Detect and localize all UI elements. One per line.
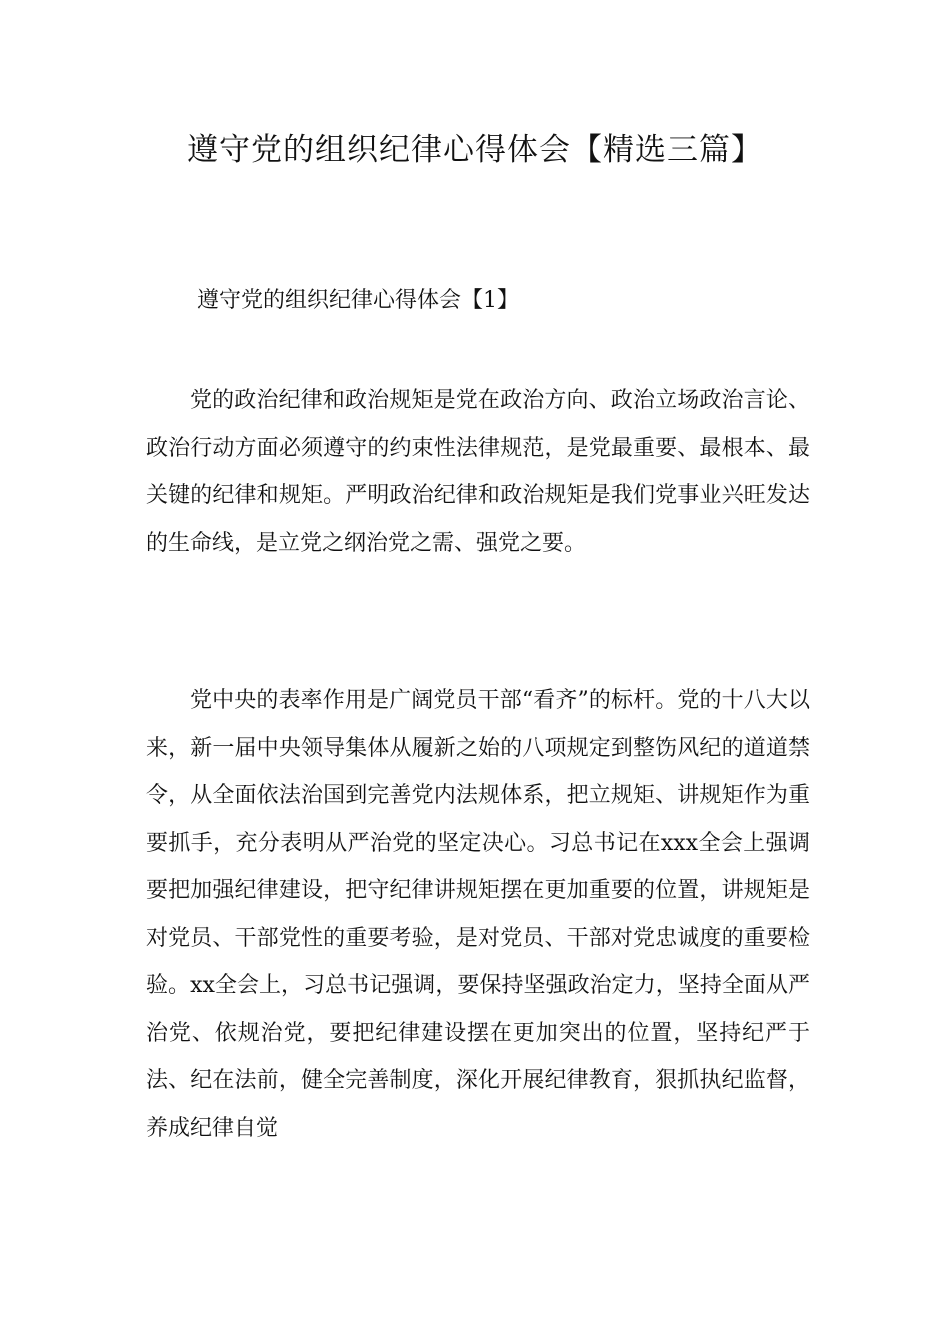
- body-paragraph-1: 党的政治纪律和政治规矩是党在政治方向、政治立场政治言论、政治行动方面必须遵守的约束性法律规范，是党最重要、最根本、最关键的纪律和规矩。严明政治纪律和政治规矩是我们党事业兴旺发达的生命线，是立党之纲治党之需、强党之要。: [146, 388, 810, 556]
- body-paragraph-2: 党中央的表率作用是广阔党员干部“看齐”的标杆。党的十八大以来，新一届中央领导集体从履新之始的八项规定到整饬风纪的道道禁令，从全面依法治国到完善党内法规体系，把立规矩、讲规矩作为重要抓手，充分表明从严治党的坚定决心。习总书记在xxx全会上强调要把加强纪律建设，把守纪律讲规矩摆在更加重要的位置，讲规矩是对党员、干部党性的重要考验，是对党员、干部对党忠诚度的重要检验。xx全会上，习总书记强调，要保持坚强政治定力，坚持全面从严治党、依规治党，要把纪律建设摆在更加突出的位置，坚持纪严于法、纪在法前，健全完善制度，深化开展纪律教育，狠抓执纪监督，养成纪律自觉: [146, 688, 810, 1141]
- section-heading: 遵守党的组织纪律心得体会【1】: [197, 288, 519, 313]
- document-title: 遵守党的组织纪律心得体会【精选三篇】: [187, 132, 763, 168]
